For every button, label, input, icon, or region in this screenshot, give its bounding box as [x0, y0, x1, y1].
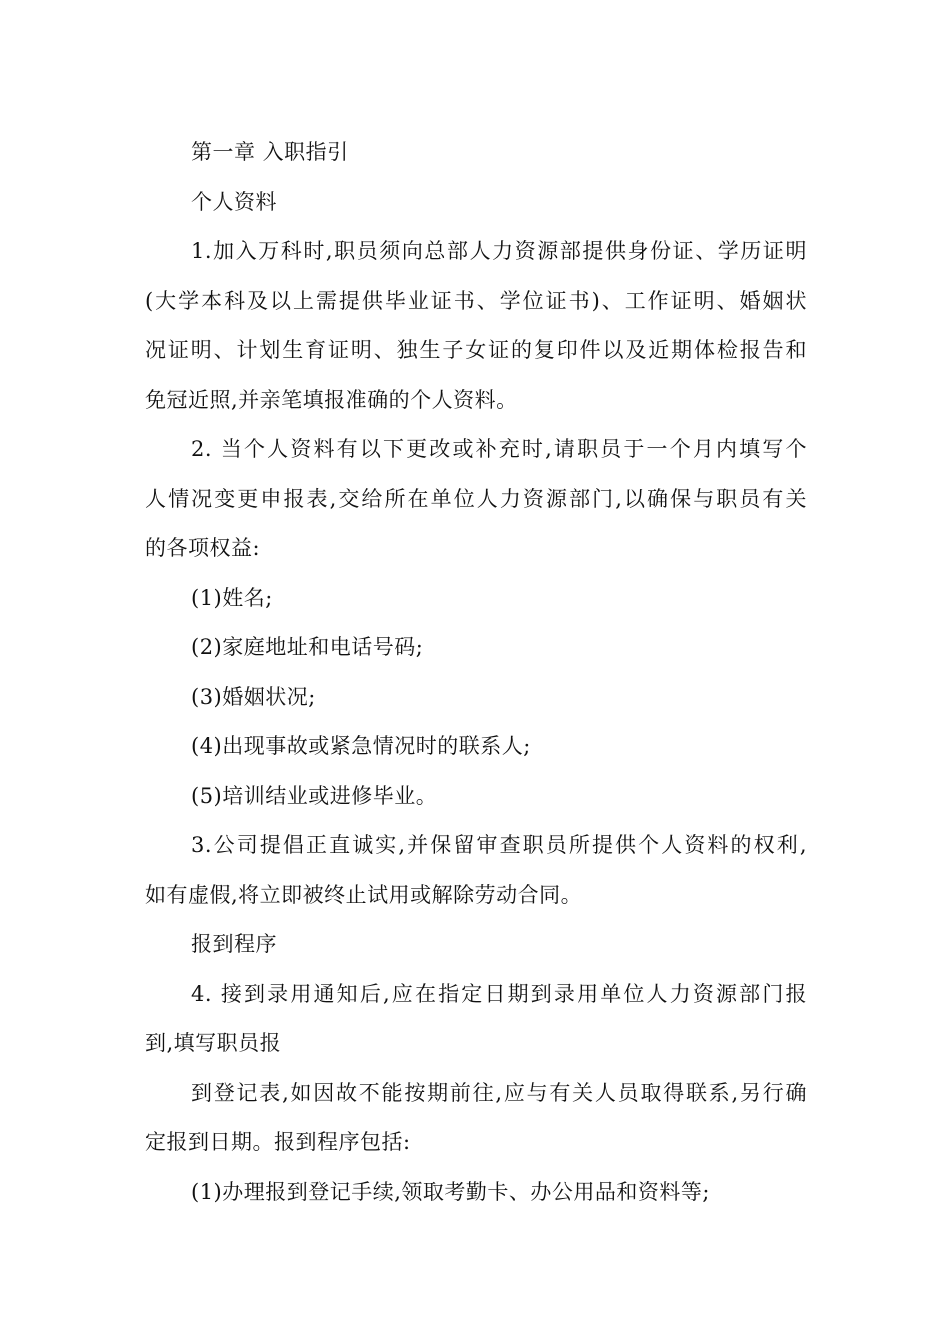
text-line: 人情况变更申报表,交给所在单位人力资源部门,以确保与职员有关	[145, 486, 807, 511]
text-line: 的各项权益:	[145, 536, 261, 560]
text-line: (4)出现事故或紧急情况时的联系人;	[191, 734, 531, 758]
text-line: 个人资料	[191, 189, 277, 214]
text-line: 4. 接到录用通知后,应在指定日期到录用单位人力资源部门报	[191, 981, 807, 1006]
text-line: (2)家庭地址和电话号码;	[191, 635, 424, 659]
text-line: 到登记表,如因故不能按期前往,应与有关人员取得联系,另行确	[191, 1080, 807, 1105]
text-line: (大学本科及以上需提供毕业证书、学位证书)、工作证明、婚姻状	[145, 288, 807, 313]
text-line: (1)姓名;	[191, 585, 273, 610]
text-line: 免冠近照,并亲笔填报准确的个人资料。	[145, 387, 518, 412]
text-line: 如有虚假,将立即被终止试用或解除劳动合同。	[145, 882, 583, 907]
text-line: 3.公司提倡正直诚实,并保留审查职员所提供个人资料的权利,	[191, 833, 807, 857]
text-line: 2. 当个人资料有以下更改或补充时,请职员于一个月内填写个	[191, 437, 807, 461]
text-line: 定报到日期。报到程序包括:	[145, 1130, 411, 1154]
text-line: (3)婚姻状况;	[191, 684, 316, 709]
text-line: 报到程序	[191, 932, 277, 956]
text-line: 到,填写职员报	[145, 1031, 282, 1055]
text-line: 1.加入万科时,职员须向总部人力资源部提供身份证、学历证明	[191, 239, 807, 263]
text-line: 况证明、计划生育证明、独生子女证的复印件以及近期体检报告和	[145, 338, 807, 362]
text-line: 第一章 入职指引	[191, 140, 349, 164]
text-line: (5)培训结业或进修毕业。	[191, 783, 438, 808]
text-line: (1)办理报到登记手续,领取考勤卡、办公用品和资料等;	[191, 1179, 710, 1204]
document-body	[145, 128, 807, 1217]
